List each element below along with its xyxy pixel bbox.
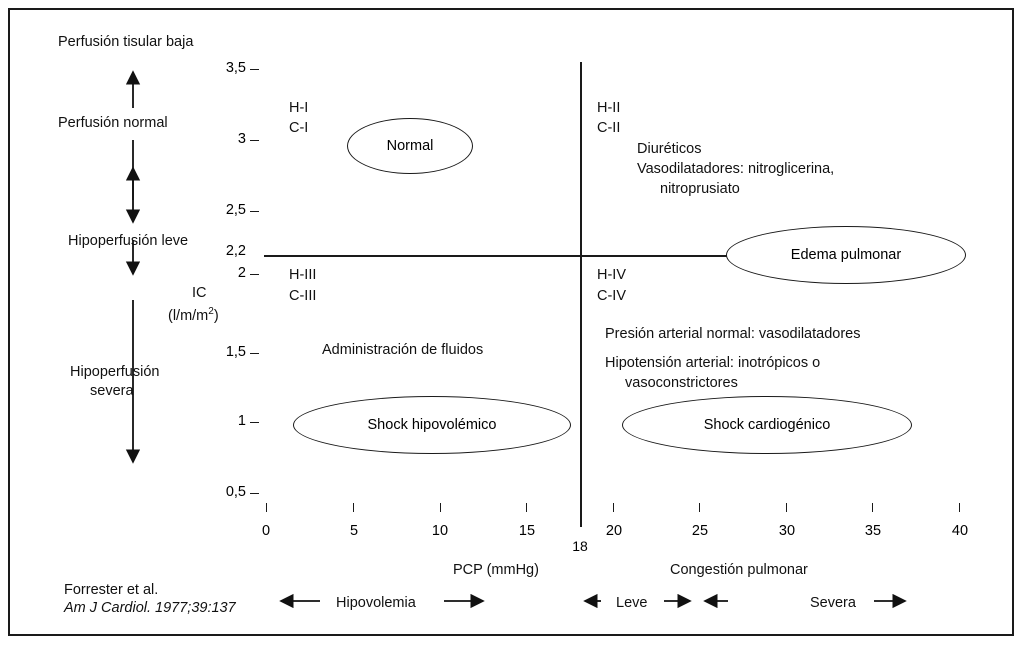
x-tick-label-15: 15	[518, 523, 536, 539]
x-tick-mark-0	[266, 503, 267, 512]
quadrant-label-c-ii: C-II	[597, 120, 621, 136]
quadrant-label-h-i: H-I	[289, 100, 309, 116]
treatment-q3-line1: Administración de fluidos	[322, 342, 484, 358]
treatment-q4-line1: Presión arterial normal: vasodilatadores	[605, 326, 861, 342]
y-tick-mark-2-5	[250, 211, 259, 212]
treatment-q4-line2: Hipotensión arterial: inotrópicos o	[605, 355, 821, 371]
y-tick-mark-1	[250, 422, 259, 423]
footer-leve-label: Leve	[616, 595, 648, 611]
x-tick-mark-5	[353, 503, 354, 512]
y-axis-units-post: )	[213, 307, 219, 324]
x-tick-mark-35	[872, 503, 873, 512]
x-tick-label-40: 40	[951, 523, 969, 539]
y-tick-mark-1-5	[250, 353, 259, 354]
marker-normal	[347, 118, 473, 174]
y-tick-label-0-5: 0,5	[225, 484, 246, 500]
marker-shock-cardiogenico	[622, 396, 912, 454]
left-scale-severe-label-line1: Hipoperfusión	[70, 364, 160, 380]
quadrant-label-c-i: C-I	[289, 120, 309, 136]
x-tick-mark-20	[613, 503, 614, 512]
x-tick-mark-25	[699, 503, 700, 512]
y-axis-units-sup: 2	[208, 306, 214, 317]
y-axis-units	[168, 306, 219, 325]
quadrant-label-h-iii: H-III	[289, 267, 317, 283]
y-tick-mark-0-5	[250, 493, 259, 494]
x-tick-mark-10	[440, 503, 441, 512]
vertical-divider-pcp-18	[580, 62, 582, 527]
quadrant-label-c-iii: C-III	[289, 288, 317, 304]
quadrant-label-h-iv: H-IV	[597, 267, 626, 283]
marker-edema-pulmonar	[726, 226, 966, 284]
left-scale-mild-label: Hipoperfusión leve	[68, 233, 189, 249]
source-line1: Forrester et al.	[64, 582, 159, 598]
quadrant-label-h-ii: H-II	[597, 100, 621, 116]
marker-edema-pulmonar-label: Edema pulmonar	[790, 247, 902, 263]
congestion-label: Congestión pulmonar	[670, 562, 808, 578]
y-tick-label-1: 1	[237, 413, 246, 429]
figure-border	[8, 8, 1014, 636]
y-tick-label-3: 3	[237, 131, 246, 147]
quadrant-label-c-iv: C-IV	[597, 288, 626, 304]
y-tick-mark-3-5	[250, 69, 259, 70]
x-tick-label-30: 30	[778, 523, 796, 539]
y-tick-label-2-5: 2,5	[225, 202, 246, 218]
treatment-q2-line1: Diuréticos	[637, 141, 702, 157]
x-tick-mark-15	[526, 503, 527, 512]
left-scale-severe-label-line2: severa	[90, 383, 134, 399]
left-scale-normal-label: Perfusión normal	[58, 115, 168, 131]
marker-shock-cardiogenico-label: Shock cardiogénico	[703, 417, 831, 433]
x-tick-label-10: 10	[431, 523, 449, 539]
x-tick-mark-30	[786, 503, 787, 512]
x-tick-label-0: 0	[261, 523, 271, 539]
y-tick-mark-3	[250, 140, 259, 141]
treatment-q4-line3: vasoconstrictores	[625, 375, 738, 391]
x-tick-label-20: 20	[605, 523, 623, 539]
x-tick-mark-40	[959, 503, 960, 512]
source-line2: Am J Cardiol. 1977;39:137	[64, 600, 236, 616]
y-axis-units-pre: (l/m/m	[168, 307, 209, 324]
y-value-2-2: 2,2	[225, 243, 246, 259]
y-tick-mark-2	[250, 274, 259, 275]
treatment-q2-line2: Vasodilatadores: nitroglicerina,	[637, 161, 835, 177]
marker-shock-hipovolemico	[293, 396, 571, 454]
y-axis-title: IC	[192, 285, 207, 301]
x-tick-label-5: 5	[349, 523, 359, 539]
x-axis-title: PCP (mmHg)	[453, 562, 539, 578]
x-tick-label-25: 25	[691, 523, 709, 539]
footer-severa-label: Severa	[810, 595, 856, 611]
y-tick-label-2: 2	[237, 265, 246, 281]
y-tick-label-1-5: 1,5	[225, 344, 246, 360]
x-tick-label-35: 35	[864, 523, 882, 539]
marker-normal-label: Normal	[386, 138, 434, 154]
x-value-18: 18	[572, 538, 588, 554]
y-tick-label-3-5: 3,5	[225, 60, 246, 76]
footer-hipovolemia-label: Hipovolemia	[336, 595, 416, 611]
marker-shock-hipovolemico-label: Shock hipovolémico	[367, 417, 497, 433]
treatment-q2-line3: nitroprusiato	[660, 181, 740, 197]
left-scale-top-label: Perfusión tisular baja	[58, 34, 194, 50]
